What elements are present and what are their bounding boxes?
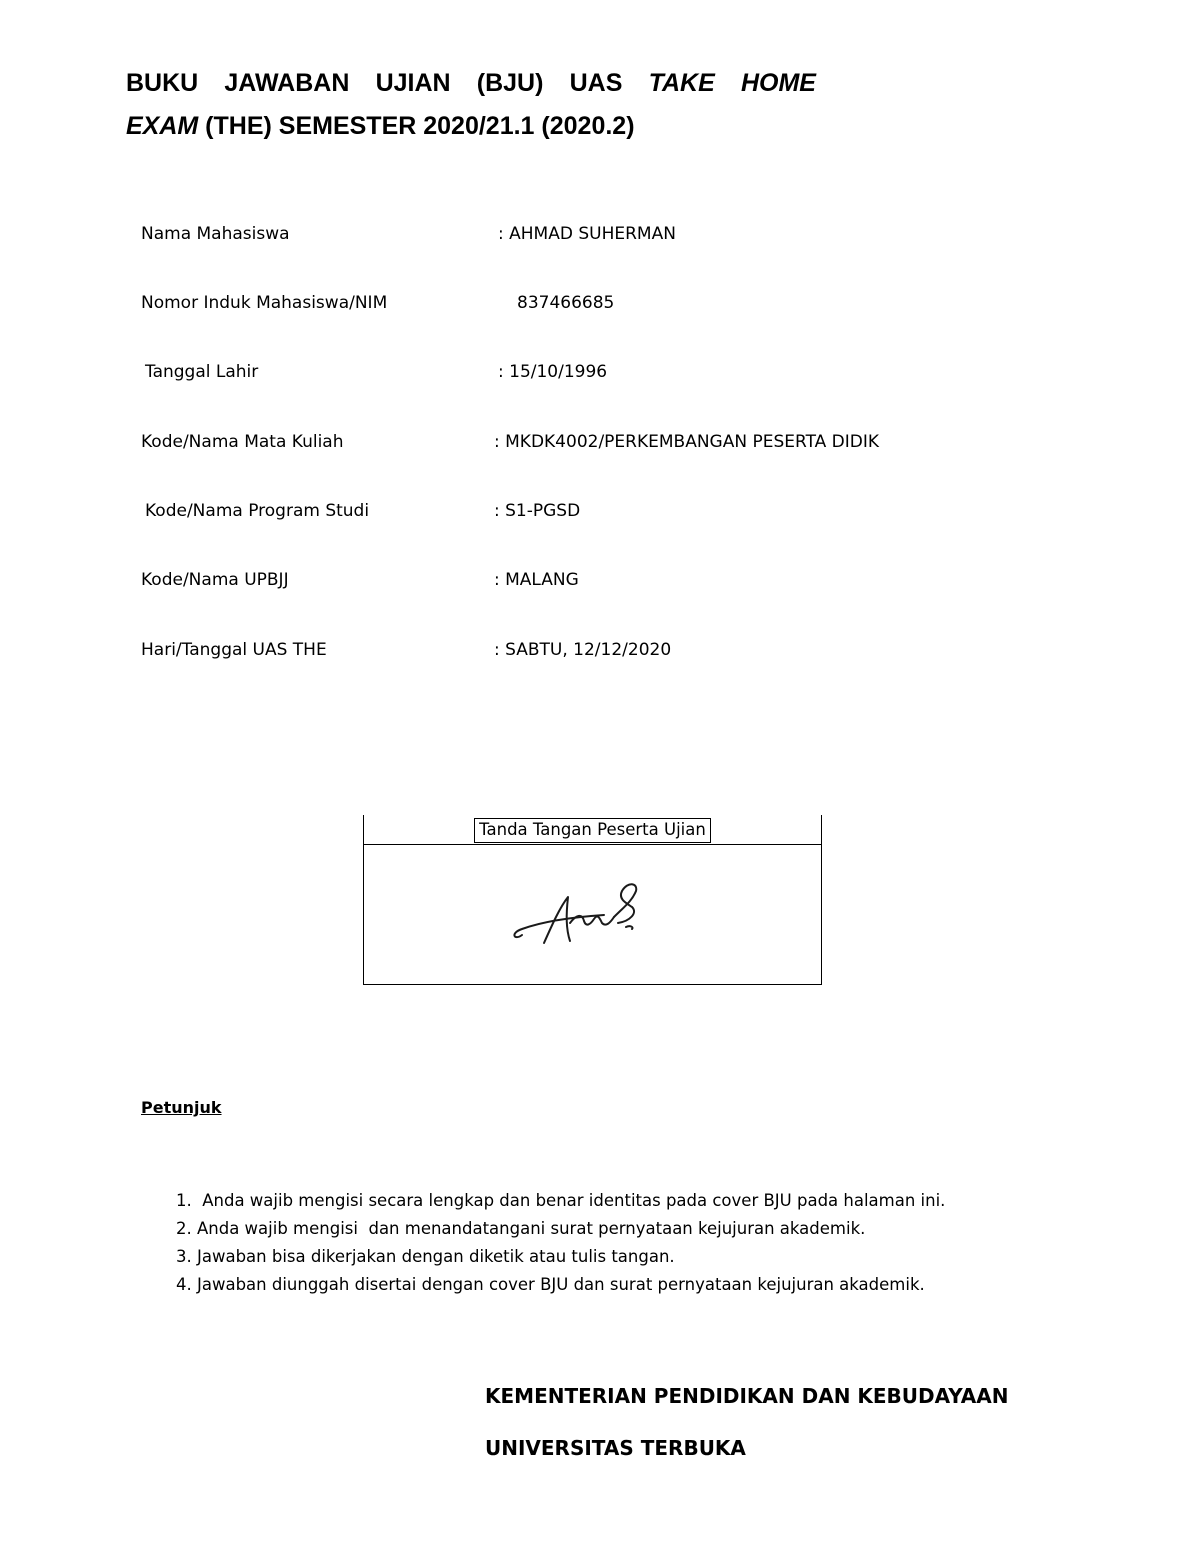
title-italic-word: EXAM (126, 112, 199, 140)
title-word: BUKU (126, 69, 199, 97)
instruction-item: 2. Anda wajib mengisi dan menandatangani surat pernyataan kejujuran akademik. (176, 1219, 866, 1238)
title-word: JAWABAN (224, 69, 350, 97)
value-upbjj: : MALANG (494, 570, 579, 590)
label-mata-kuliah: Kode/Nama Mata Kuliah (141, 432, 344, 452)
footer-ministry: KEMENTERIAN PENDIDIKAN DAN KEBUDAYAAN (485, 1384, 1009, 1408)
signature-divider (364, 844, 821, 845)
label-nim: Nomor Induk Mahasiswa/NIM (141, 293, 388, 313)
title-line-2 (126, 105, 816, 148)
label-program-studi: Kode/Nama Program Studi (145, 501, 370, 521)
value-program-studi: : S1-PGSD (494, 501, 581, 521)
value-hari-tanggal: : SABTU, 12/12/2020 (494, 640, 672, 660)
value-tanggal-lahir: : 15/10/1996 (498, 362, 608, 382)
label-tanggal-lahir: Tanggal Lahir (145, 362, 259, 382)
title-word: HOME (740, 69, 816, 97)
instruction-item: 1. Anda wajib mengisi secara lengkap dan benar identitas pada cover BJU pada halaman ini. (176, 1191, 946, 1210)
value-nim: 837466685 (517, 293, 615, 313)
petunjuk-heading: Petunjuk (141, 1098, 222, 1117)
label-upbjj: Kode/Nama UPBJJ (141, 570, 289, 590)
title-word: UJIAN (375, 69, 451, 97)
label-hari-tanggal: Hari/Tanggal UAS THE (141, 640, 327, 660)
label-nama: Nama Mahasiswa (141, 224, 290, 244)
title-line-1 (126, 62, 816, 105)
value-nama: : AHMAD SUHERMAN (498, 224, 676, 244)
title-word: (BJU) (476, 69, 544, 97)
signature-box (363, 815, 822, 985)
value-mata-kuliah: : MKDK4002/PERKEMBANGAN PESERTA DIDIK (494, 432, 880, 452)
document-title (126, 62, 816, 148)
title-word: TAKE (648, 69, 715, 97)
instruction-item: 4. Jawaban diunggah disertai dengan cover BJU dan surat pernyataan kejujuran akademik. (176, 1275, 925, 1294)
footer-university: UNIVERSITAS TERBUKA (485, 1436, 746, 1460)
instruction-item: 3. Jawaban bisa dikerjakan dengan diketik atau tulis tangan. (176, 1247, 675, 1266)
instruction-list (176, 1187, 945, 1299)
handwritten-signature (504, 867, 684, 967)
signature-caption: Tanda Tangan Peserta Ujian (474, 818, 711, 843)
title-rest: (THE) SEMESTER 2020/21.1 (2020.2) (198, 112, 635, 140)
title-word: UAS (569, 69, 623, 97)
